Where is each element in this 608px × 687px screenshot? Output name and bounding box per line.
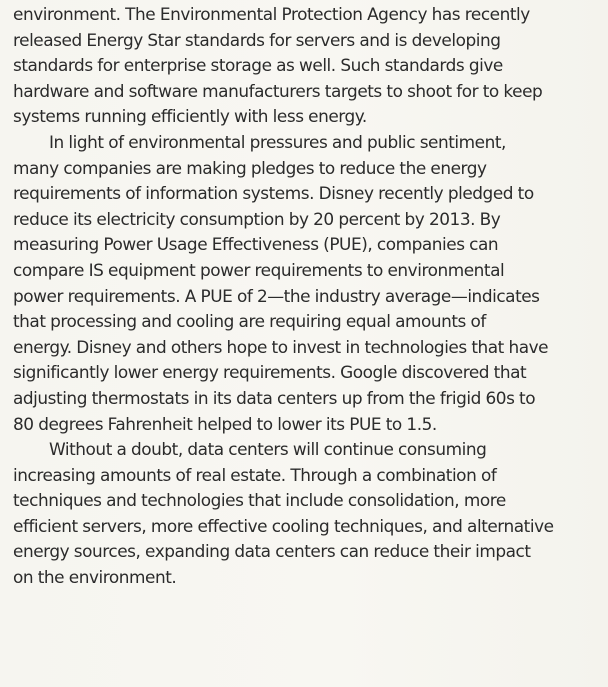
text-line: hardware and software manufacturers targets to shoot for to keep — [13, 80, 543, 101]
text-line: increasing amounts of real estate. Through a combination of — [13, 464, 497, 485]
paragraph-1 — [13, 2, 603, 130]
text-line: power requirements. A PUE of 2—the industry average—indicates — [13, 285, 540, 306]
text-line: efficient servers, more effective cooling techniques, and alternative — [13, 515, 554, 536]
text-line: measuring Power Usage Effectiveness (PUE), companies can — [13, 234, 499, 255]
paragraph-3 — [13, 437, 603, 591]
paragraph-2 — [13, 130, 603, 437]
text-line: many companies are making pledges to reduce the energy — [13, 157, 487, 178]
text-line: environment. The Environmental Protection Agency has recently — [13, 4, 530, 24]
text-line: requirements of information systems. Disney recently pledged to — [13, 183, 534, 204]
text-line: Without a doubt, data centers will continue consuming — [49, 439, 487, 460]
text-line: energy sources, expanding data centers can reduce their impact — [13, 541, 531, 562]
text-line: on the environment. — [13, 567, 177, 588]
text-line: systems running efficiently with less energy. — [13, 106, 367, 127]
text-line: reduce its electricity consumption by 20 percent by 2013. By — [13, 208, 501, 229]
text-line: significantly lower energy requirements. Google discovered that — [13, 362, 527, 383]
text-line: techniques and technologies that include consolidation, more — [13, 490, 506, 511]
text-line: released Energy Star standards for servers and is developing — [13, 29, 501, 50]
text-line: compare IS equipment power requirements to environmental — [13, 259, 505, 280]
body-text — [13, 2, 603, 591]
text-line: that processing and cooling are requiring equal amounts of — [13, 311, 486, 332]
text-line: In light of environmental pressures and public sentiment, — [49, 131, 506, 152]
text-line: adjusting thermostats in its data centers up from the frigid 60s to — [13, 387, 536, 408]
text-line: energy. Disney and others hope to invest in technologies that have — [13, 336, 549, 357]
text-line: 80 degrees Fahrenheit helped to lower its PUE to 1.5. — [13, 413, 437, 434]
text-line: standards for enterprise storage as well. Such standards give — [13, 55, 503, 76]
